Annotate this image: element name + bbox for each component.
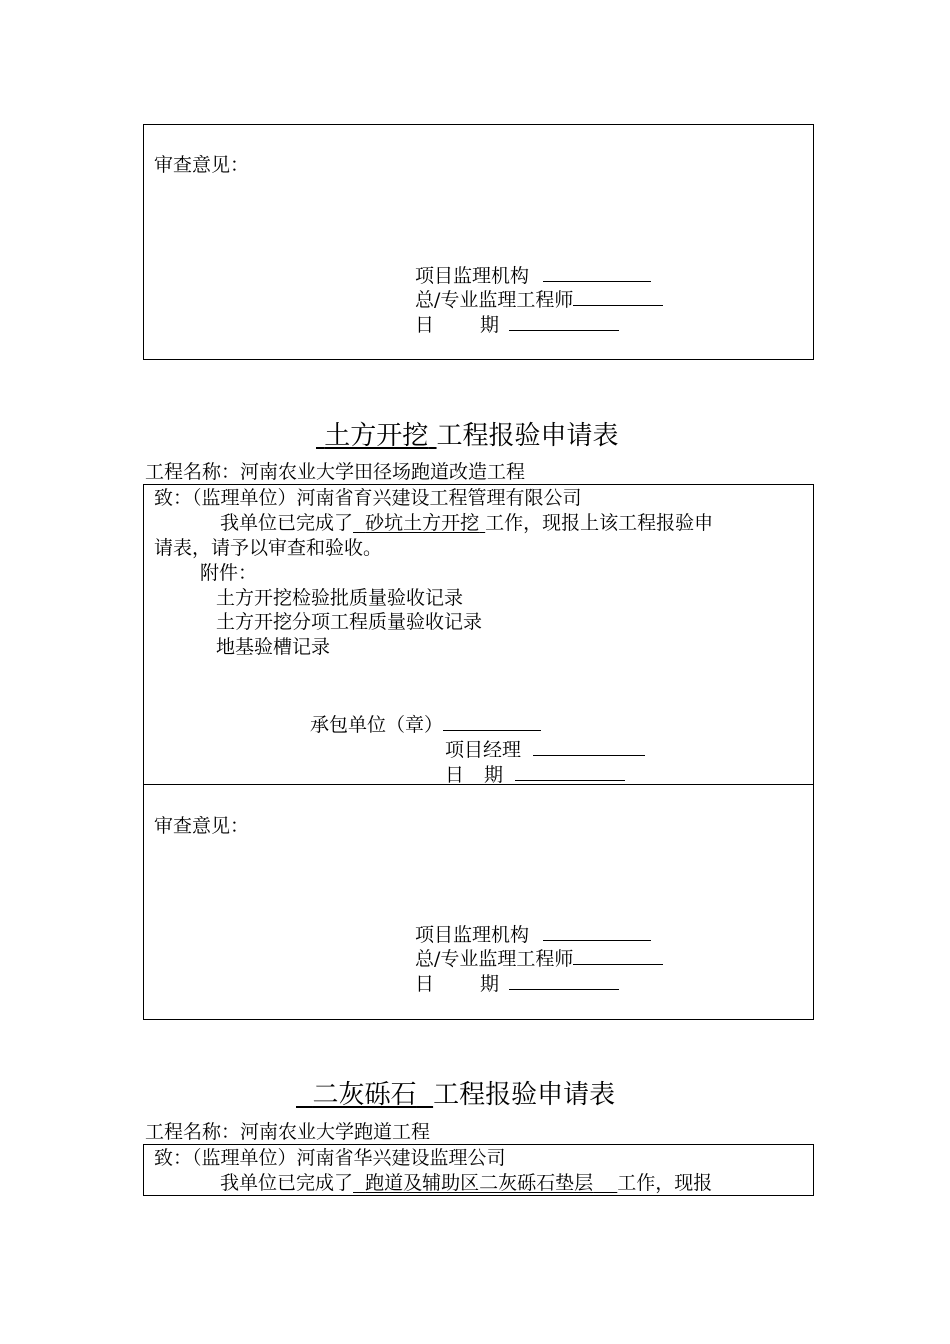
date-line-2: 日 期 <box>445 760 625 787</box>
review-date-label-a: 日 <box>415 314 435 336</box>
form-title-rest: 工程报验申请表 <box>436 421 619 451</box>
review-date-label-b: 期 <box>480 314 500 336</box>
review-engineer-line-2: 总/专业监理工程师 <box>415 944 663 971</box>
attachment-item: 土方开挖分项工程质量验收记录 <box>216 611 483 633</box>
date-blank-2[interactable] <box>515 760 625 781</box>
form-title-rest: 工程报验申请表 <box>433 1080 616 1110</box>
review-label-1: 审查意见： <box>154 154 250 176</box>
review-date-line-1 <box>415 310 619 337</box>
review-org-label: 项目监理机构 <box>415 265 530 287</box>
review-date-line-2: 日 期 <box>415 969 619 996</box>
attachment-item: 土方开挖检验批质量验收记录 <box>216 587 464 609</box>
form-title-fill: 二灰砾石 <box>312 1080 417 1110</box>
project-name-3: 工程名称：河南农业大学跑道工程 <box>145 1121 431 1143</box>
review-org-line-1 <box>415 261 651 288</box>
manager-blank[interactable] <box>533 735 645 756</box>
review-org-blank[interactable] <box>543 920 651 941</box>
project-name-2: 工程名称：河南农业大学田径场跑道改造工程 <box>145 461 526 483</box>
review-engineer-line-1 <box>415 285 663 312</box>
to-line-2: 致：（监理单位）河南省育兴建设工程管理有限公司 <box>154 487 582 509</box>
review-org-line-2: 项目监理机构 <box>415 920 651 947</box>
attach-label-2: 附件： <box>200 562 258 584</box>
review-date-blank[interactable] <box>509 310 619 331</box>
contractor-blank[interactable] <box>443 710 541 731</box>
to-line-3: 致：（监理单位）河南省华兴建设监理公司 <box>154 1147 506 1169</box>
review-org-blank[interactable] <box>543 261 651 282</box>
body-line-2b: 请表，请予以审查和验收。 <box>154 537 383 559</box>
review-date-blank[interactable] <box>509 969 619 990</box>
contractor-line-2: 承包单位（章） <box>310 710 541 737</box>
body-line-3a: 我单位已完成了 跑道及辅助区二灰砾石垫层 工作，现报 <box>220 1172 713 1194</box>
review-engineer-blank[interactable] <box>573 944 663 965</box>
review-label-2: 审查意见： <box>154 815 250 837</box>
form-title-2 <box>316 421 619 451</box>
review-engineer-blank[interactable] <box>573 285 663 306</box>
form-title-fill: 土方开挖 <box>324 421 429 451</box>
attachment-item: 地基验槽记录 <box>216 636 331 658</box>
review-engineer-label: 总/专业监理工程师 <box>415 289 574 311</box>
body-line-2a: 我单位已完成了 砂坑土方开挖 工作，现报上该工程报验申 <box>220 512 714 534</box>
form-title-3 <box>296 1080 615 1110</box>
work-item-fill: 砂坑土方开挖 <box>365 512 480 534</box>
work-item-fill: 跑道及辅助区二灰砾石垫层 <box>365 1172 594 1194</box>
manager-line-2: 项目经理 <box>445 735 645 762</box>
